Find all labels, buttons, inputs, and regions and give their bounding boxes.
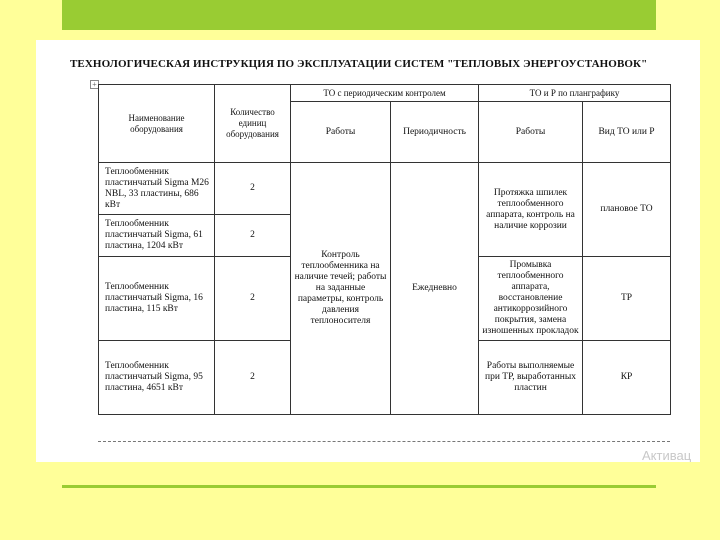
schedule-type-2: ТР (583, 257, 671, 341)
header-periodicity: Периодичность (391, 102, 479, 163)
equipment-name: Теплообменник пластинчатый Sigma, 61 пластина, 1204 кВт (99, 215, 215, 257)
equipment-quantity: 2 (215, 163, 291, 215)
equipment-quantity: 2 (215, 215, 291, 257)
periodicity-value: Ежедневно (391, 163, 479, 415)
document-title: ТЕХНОЛОГИЧЕСКАЯ ИНСТРУКЦИЯ ПО ЭКСПЛУАТАЦИИ СИСТЕМ "ТЕПЛОВЫХ ЭНЕРГОУСТАНОВОК" (70, 58, 648, 70)
header-group-periodic: ТО с периодическим контролем (291, 85, 479, 102)
equipment-name: Теплообменник пластинчатый Sigma, 16 пластина, 115 кВт (99, 257, 215, 341)
activation-watermark: Активац (642, 448, 692, 462)
schedule-type-3: КР (583, 341, 671, 415)
schedule-type-1: плановое ТО (583, 163, 671, 257)
header-works: Работы (291, 102, 391, 163)
schedule-work-3: Работы выполняемые при ТР, выработанных пластин (479, 341, 583, 415)
table-anchor-icon[interactable]: + (90, 80, 99, 89)
equipment-name: Теплообменник пластинчатый Sigma M26 NBL, 33 пластины, 686 кВт (99, 163, 215, 215)
equipment-quantity: 2 (215, 341, 291, 415)
bottom-accent-line (62, 485, 656, 488)
header-type: Вид ТО или Р (583, 102, 671, 163)
table-row (99, 163, 671, 215)
header-name: Наименование оборудования (99, 85, 215, 163)
document-page (36, 40, 700, 462)
equipment-name: Теплообменник пластинчатый Sigma, 95 пластина, 4651 кВт (99, 341, 215, 415)
header-group-schedule: ТО и Р по планграфику (479, 85, 671, 102)
table-dashed-edge (98, 441, 670, 442)
equipment-quantity: 2 (215, 257, 291, 341)
top-accent-bar (62, 0, 656, 30)
schedule-work-2: Промывка теплообменного аппарата, восстановление антикоррозийного покрытия, замена изношенных прокладок (479, 257, 583, 341)
periodic-work: Контроль теплообменника на наличие течей; работы на заданные параметры, контроль давления теплоносителя (291, 163, 391, 415)
header-works-2: Работы (479, 102, 583, 163)
maintenance-table (98, 84, 671, 415)
schedule-work-1: Протяжка шпилек теплообменного аппарата, контроль на наличие коррозии (479, 163, 583, 257)
header-row-groups (99, 85, 671, 102)
header-quantity: Количество единиц оборудования (215, 85, 291, 163)
